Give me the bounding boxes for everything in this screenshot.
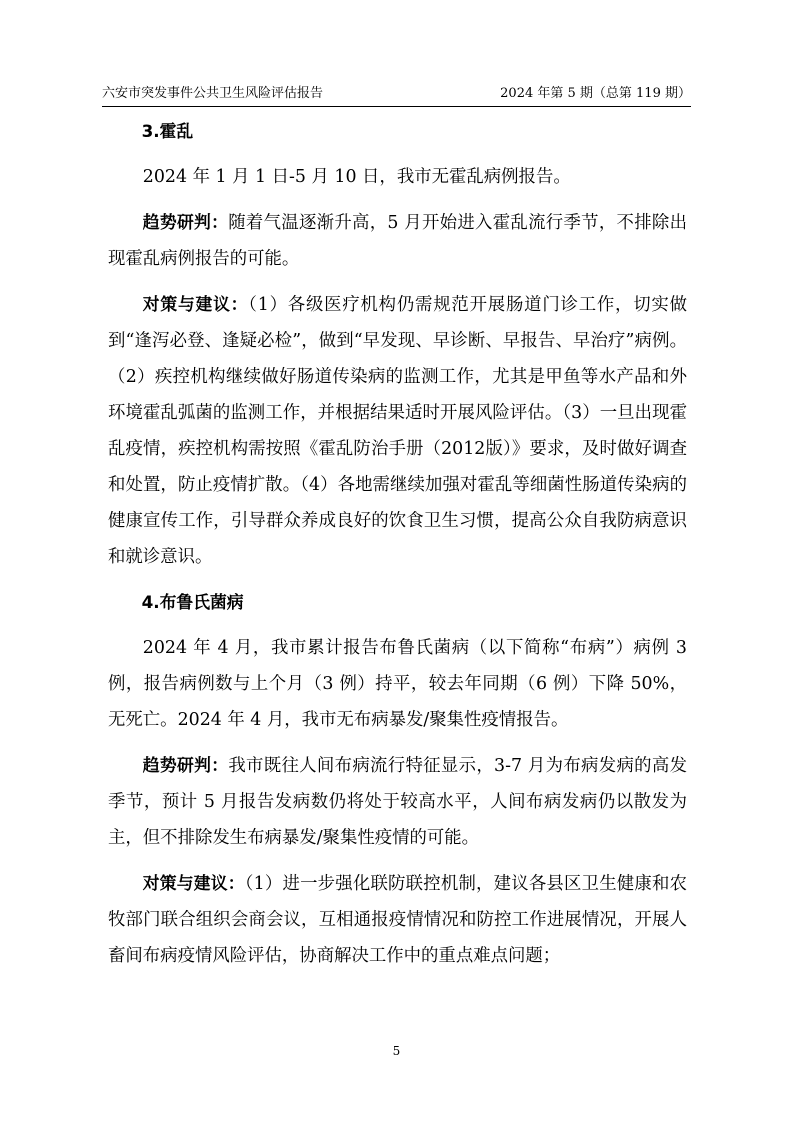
section-heading-cholera: 3.霍乱 bbox=[141, 121, 194, 141]
brucellosis-report-paragraph: 2024 年 4 月，我市累计报告布鲁氏菌病（以下简称“布病”）病例 3 例，报告病例数与上个月（3 例）持平，较去年同期（6 例）下降 50%，无死亡。2024 年 4 月，我市无布病暴发/聚集性疫情报告。 bbox=[108, 638, 687, 730]
cholera-report-paragraph: 2024 年 1 月 1 日-5 月 10 日，我市无霍乱病例报告。 bbox=[142, 167, 571, 187]
measures-label: 对策与建议： bbox=[142, 873, 245, 893]
page-header bbox=[102, 84, 691, 107]
brucellosis-trend-text: 我市既往人间布病流行特征显示，3-7 月为布病发病的高发季节，预计 5 月报告发病数仍将处于较高水平，人间布病发病仍以散发为主，但不排除发生布病暴发/聚集性疫情的可能。 bbox=[108, 756, 687, 848]
cholera-trend-paragraph bbox=[108, 204, 687, 277]
brucellosis-measures-paragraph bbox=[108, 865, 687, 974]
cholera-trend-text: 随着气温逐渐升高，5 月开始进入霍乱流行季节，不排除出现霍乱病例报告的可能。 bbox=[108, 213, 687, 269]
section-heading-brucellosis: 4.布鲁氏菌病 bbox=[141, 592, 244, 612]
report-title: 六安市突发事件公共卫生风险评估报告 bbox=[102, 86, 324, 101]
brucellosis-trend-paragraph bbox=[108, 747, 687, 856]
trend-label: 趋势研判： bbox=[142, 212, 229, 232]
brucellosis-measures-text: （1）进一步强化联防联控机制，建议各县区卫生健康和农牧部门联合组织会商会议，互相通报疫情情况和防控工作进展情况，开展人畜间布病疫情风险评估，协商解决工作中的重点难点问题； bbox=[108, 874, 687, 966]
issue-number: 2024 年第 5 期（总第 119 期） bbox=[500, 86, 691, 101]
trend-label: 趋势研判： bbox=[142, 755, 229, 775]
cholera-measures-text: （1）各级医疗机构仍需规范开展肠道门诊工作，切实做到“逢泻必登、逢疑必检”，做到“早发现、早诊断、早报告、早治疗”病例。（2）疾控机构继续做好肠道传染病的监测工作，尤其是甲鱼等水产品和外环境霍乱弧菌的监测工作，并根据结果适时开展风险评估。（3）一旦出现霍乱疫情，疾控机构需按照《霍乱防治手册（2012版）》要求，及时做好调查和处置，防止疫情扩散。（4）各地需继续加强对霍乱等细菌性肠道传染病的健康宣传工作，引导群众养成良好的饮食卫生习惯，提高公众自我防病意识和就诊意识。 bbox=[108, 295, 687, 567]
document-body bbox=[108, 112, 687, 983]
cholera-measures-paragraph bbox=[108, 286, 687, 575]
page-number: 5 bbox=[392, 1044, 401, 1058]
measures-label: 对策与建议： bbox=[142, 294, 249, 314]
